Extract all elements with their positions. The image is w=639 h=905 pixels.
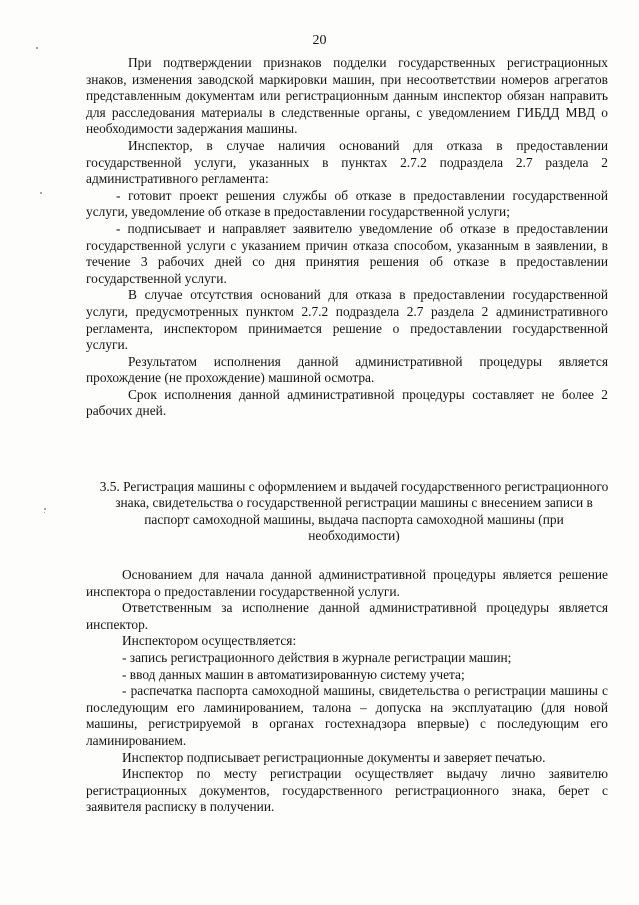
scan-speck	[40, 192, 42, 194]
page-number: 20	[312, 33, 327, 48]
list-item-prepare-refusal: - готовит проект решения службы об отказе в предоставлении государственной услуги, уведомление об отказе в предоставлении государственной услуги;	[86, 187, 608, 220]
scan-speck	[36, 47, 38, 49]
paragraph-refusal-grounds: Инспектор, в случае наличия оснований для отказа в предоставлении государственной услуги, указанных в пунктах 2.7.2 подраздела 2.7 раздела 2 административного регламента:	[86, 137, 608, 187]
body-text-bottom	[86, 567, 608, 816]
list-item-data-entry: - ввод данных машин в автоматизированную систему учета;	[122, 666, 465, 682]
paragraph-signing: Инспектор подписывает регистрационные документы и заверяет печатью.	[122, 749, 546, 765]
section-heading: 3.5. Регистрация машины с оформлением и выдачей государственного регистрационного знака, свидетельства о государственной регистрации машины с внесением записи в паспорт самоходной машины, выдача паспорта самоходной машины (при необходимости)	[99, 479, 609, 544]
paragraph-responsible-person: Ответственным за исполнение данной административной процедуры является инспектор.	[86, 600, 608, 632]
paragraph-procedure-deadline: Срок исполнения данной административной процедуры составляет не более 2 рабочих дней.	[86, 386, 608, 419]
scan-speck	[44, 512, 45, 513]
paragraph-no-refusal-grounds: В случае отсутствия оснований для отказа в предоставлении государственной услуги, предусмотренных пунктом 2.7.2 подраздела 2.7 раздела 2 административного регламента, инспектором принимается решение о предоставлении государственной услуги.	[86, 287, 608, 353]
paragraph-forgery-check: При подтверждении признаков подделки государственных регистрационных знаков, изменения заводской маркировки машин, при несоответствии номеров агрегатов представленным документам или регистрационным данным инспектор обязан направить для расследования материалы в следственные органы, с уведомлением ГИБДД МВД о необходимости задержания машины.	[86, 55, 608, 137]
paragraph-procedure-basis: Основанием для начала данной административной процедуры является решение инспектора о предоставлении государственной услуги.	[86, 567, 608, 599]
paragraph-document-issuance: Инспектор по месту регистрации осуществляет выдачу лично заявителю регистрационных документов, государственного регистрационного знака, берет с заявителя расписку в получении.	[86, 766, 608, 815]
scan-speck	[44, 508, 46, 510]
body-text-top	[86, 55, 608, 420]
paragraph-inspector-duties: Инспектором осуществляется:	[122, 633, 297, 649]
list-item-document-printing: - распечатка паспорта самоходной машины, свидетельства о регистрации машины с последующим его ламинированием, талона – допуска на эксплуатацию (для новой машины, регистрируемой в органах гостехнадзора впервые) с последующим его ламинированием.	[86, 683, 608, 748]
list-item-sign-refusal: - подписывает и направляет заявителю уведомление об отказе в предоставлении государственной услуги с указанием причин отказа способом, указанным в заявлении, в течение 3 рабочих дней со дня принятия решения об отказе в предоставлении государственной услуги.	[86, 220, 608, 286]
list-item-journal-record: - запись регистрационного действия в журнале регистрации машин;	[122, 649, 512, 665]
paragraph-procedure-result: Результатом исполнения данной административной процедуры является прохождение (не прохождение) машиной осмотра.	[86, 353, 608, 386]
